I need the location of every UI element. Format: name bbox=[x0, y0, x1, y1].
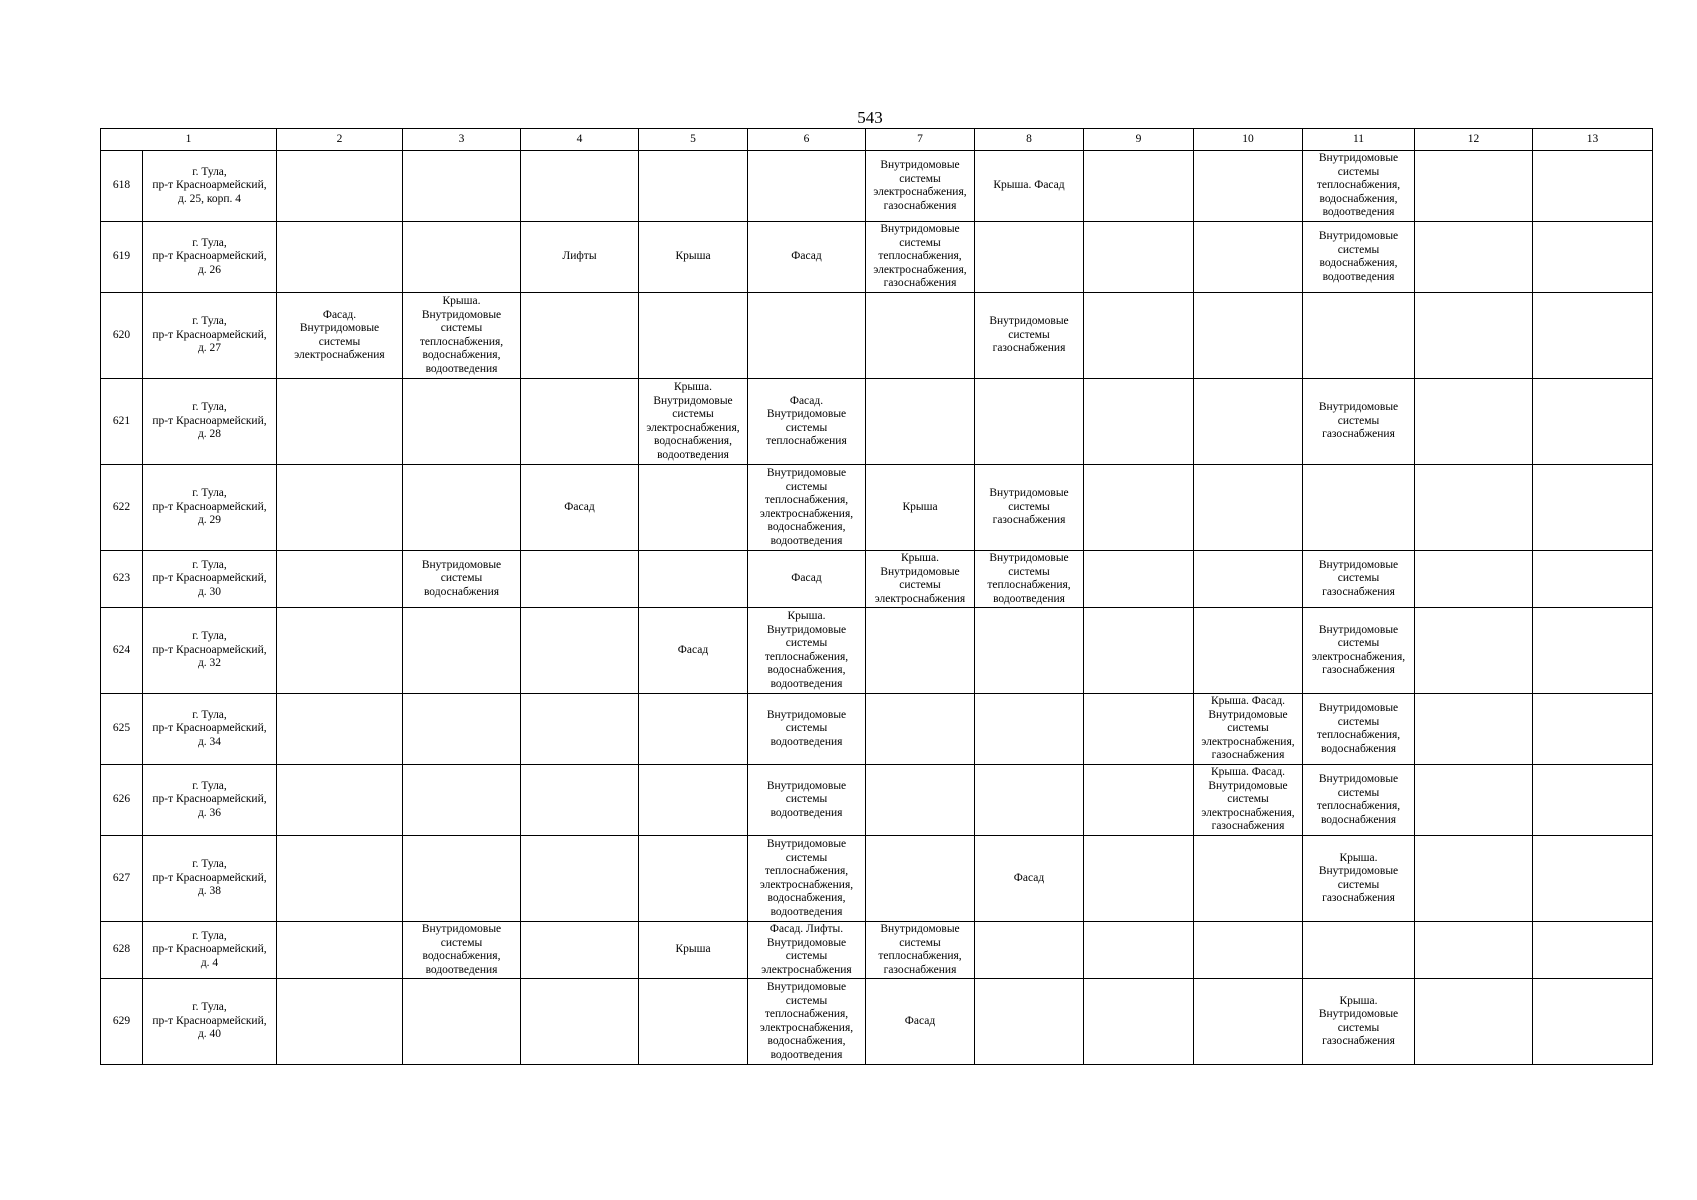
row-number: 626 bbox=[101, 765, 143, 836]
work-cell-col-13 bbox=[1533, 765, 1653, 836]
work-cell-col-8 bbox=[975, 694, 1084, 765]
work-cell-col-13 bbox=[1533, 922, 1653, 979]
work-cell-col-6: Внутридомовые системы теплоснабжения, электроснабжения, водоснабжения, водоотведения bbox=[748, 465, 866, 551]
work-cell-col-7 bbox=[866, 379, 975, 465]
work-cell-col-5 bbox=[639, 836, 748, 922]
work-cell-col-8 bbox=[975, 922, 1084, 979]
table-row bbox=[101, 379, 1653, 465]
work-cell-col-9 bbox=[1084, 551, 1194, 608]
work-cell-col-2 bbox=[277, 979, 403, 1065]
work-cell-col-12 bbox=[1415, 922, 1533, 979]
work-cell-col-2 bbox=[277, 151, 403, 222]
work-cell-col-7 bbox=[866, 836, 975, 922]
work-cell-col-8 bbox=[975, 765, 1084, 836]
work-cell-col-2 bbox=[277, 379, 403, 465]
work-cell-col-5 bbox=[639, 551, 748, 608]
work-cell-col-9 bbox=[1084, 836, 1194, 922]
work-cell-col-3 bbox=[403, 379, 521, 465]
work-cell-col-9 bbox=[1084, 694, 1194, 765]
work-cell-col-13 bbox=[1533, 979, 1653, 1065]
work-cell-col-13 bbox=[1533, 836, 1653, 922]
work-cell-col-7: Крыша bbox=[866, 465, 975, 551]
table-row bbox=[101, 608, 1653, 694]
work-cell-col-11 bbox=[1303, 293, 1415, 379]
work-cell-col-11: Внутридомовые системы теплоснабжения, водоснабжения bbox=[1303, 694, 1415, 765]
work-cell-col-9 bbox=[1084, 608, 1194, 694]
work-cell-col-9 bbox=[1084, 222, 1194, 293]
column-header-7: 7 bbox=[866, 129, 975, 151]
work-cell-col-12 bbox=[1415, 293, 1533, 379]
work-cell-col-11 bbox=[1303, 465, 1415, 551]
column-header-5: 5 bbox=[639, 129, 748, 151]
work-cell-col-9 bbox=[1084, 151, 1194, 222]
work-cell-col-6: Внутридомовые системы водоотведения bbox=[748, 765, 866, 836]
work-cell-col-13 bbox=[1533, 222, 1653, 293]
work-cell-col-8 bbox=[975, 222, 1084, 293]
work-cell-col-10 bbox=[1194, 836, 1303, 922]
work-cell-col-12 bbox=[1415, 551, 1533, 608]
work-cell-col-5: Крыша. Внутридомовые системы электроснабжения, водоснабжения, водоотведения bbox=[639, 379, 748, 465]
work-cell-col-11: Внутридомовые системы газоснабжения bbox=[1303, 551, 1415, 608]
work-cell-col-5 bbox=[639, 151, 748, 222]
address-cell: г. Тула, пр-т Красноармейский, д. 26 bbox=[143, 222, 277, 293]
row-number: 622 bbox=[101, 465, 143, 551]
header-row bbox=[101, 129, 1653, 151]
work-cell-col-11: Внутридомовые системы газоснабжения bbox=[1303, 379, 1415, 465]
work-cell-col-7: Фасад bbox=[866, 979, 975, 1065]
table-row bbox=[101, 922, 1653, 979]
work-cell-col-6: Внутридомовые системы теплоснабжения, электроснабжения, водоснабжения, водоотведения bbox=[748, 836, 866, 922]
work-cell-col-6: Фасад. Внутридомовые системы теплоснабжения bbox=[748, 379, 866, 465]
work-cell-col-5 bbox=[639, 765, 748, 836]
row-number: 625 bbox=[101, 694, 143, 765]
work-cell-col-12 bbox=[1415, 765, 1533, 836]
address-cell: г. Тула, пр-т Красноармейский, д. 29 bbox=[143, 465, 277, 551]
work-cell-col-11: Внутридомовые системы электроснабжения, газоснабжения bbox=[1303, 608, 1415, 694]
table-row bbox=[101, 151, 1653, 222]
work-cell-col-13 bbox=[1533, 694, 1653, 765]
work-cell-col-6 bbox=[748, 293, 866, 379]
address-cell: г. Тула, пр-т Красноармейский, д. 34 bbox=[143, 694, 277, 765]
work-cell-col-10 bbox=[1194, 551, 1303, 608]
work-cell-col-6 bbox=[748, 151, 866, 222]
work-cell-col-12 bbox=[1415, 465, 1533, 551]
work-cell-col-11: Внутридомовые системы водоснабжения, водоотведения bbox=[1303, 222, 1415, 293]
work-cell-col-4 bbox=[521, 379, 639, 465]
work-cell-col-9 bbox=[1084, 922, 1194, 979]
work-cell-col-9 bbox=[1084, 465, 1194, 551]
column-header-9: 9 bbox=[1084, 129, 1194, 151]
work-cell-col-12 bbox=[1415, 979, 1533, 1065]
work-cell-col-4 bbox=[521, 551, 639, 608]
work-cell-col-13 bbox=[1533, 551, 1653, 608]
table-row bbox=[101, 222, 1653, 293]
work-cell-col-11: Крыша. Внутридомовые системы газоснабжения bbox=[1303, 979, 1415, 1065]
work-cell-col-2 bbox=[277, 694, 403, 765]
work-cell-col-12 bbox=[1415, 608, 1533, 694]
repair-schedule-table bbox=[100, 128, 1653, 1065]
work-cell-col-7 bbox=[866, 765, 975, 836]
work-cell-col-6: Внутридомовые системы теплоснабжения, электроснабжения, водоснабжения, водоотведения bbox=[748, 979, 866, 1065]
address-cell: г. Тула, пр-т Красноармейский, д. 4 bbox=[143, 922, 277, 979]
table-row bbox=[101, 765, 1653, 836]
address-cell: г. Тула, пр-т Красноармейский, д. 36 bbox=[143, 765, 277, 836]
work-cell-col-10 bbox=[1194, 608, 1303, 694]
work-cell-col-10 bbox=[1194, 151, 1303, 222]
work-cell-col-12 bbox=[1415, 694, 1533, 765]
work-cell-col-10: Крыша. Фасад. Внутридомовые системы электроснабжения, газоснабжения bbox=[1194, 765, 1303, 836]
work-cell-col-7: Крыша. Внутридомовые системы электроснабжения bbox=[866, 551, 975, 608]
row-number: 627 bbox=[101, 836, 143, 922]
work-cell-col-13 bbox=[1533, 293, 1653, 379]
table-row bbox=[101, 694, 1653, 765]
work-cell-col-3 bbox=[403, 608, 521, 694]
column-header-1: 1 bbox=[101, 129, 277, 151]
work-cell-col-4 bbox=[521, 608, 639, 694]
table-body bbox=[101, 151, 1653, 1065]
work-cell-col-13 bbox=[1533, 608, 1653, 694]
work-cell-col-10 bbox=[1194, 222, 1303, 293]
row-number: 629 bbox=[101, 979, 143, 1065]
column-header-3: 3 bbox=[403, 129, 521, 151]
table-row bbox=[101, 551, 1653, 608]
work-cell-col-9 bbox=[1084, 379, 1194, 465]
row-number: 618 bbox=[101, 151, 143, 222]
work-cell-col-3 bbox=[403, 222, 521, 293]
work-cell-col-2 bbox=[277, 765, 403, 836]
work-cell-col-3: Крыша. Внутридомовые системы теплоснабжения, водоснабжения, водоотведения bbox=[403, 293, 521, 379]
table-row bbox=[101, 979, 1653, 1065]
column-header-12: 12 bbox=[1415, 129, 1533, 151]
work-cell-col-4 bbox=[521, 836, 639, 922]
work-cell-col-7 bbox=[866, 608, 975, 694]
work-cell-col-8 bbox=[975, 608, 1084, 694]
work-cell-col-4 bbox=[521, 765, 639, 836]
address-cell: г. Тула, пр-т Красноармейский, д. 40 bbox=[143, 979, 277, 1065]
column-header-13: 13 bbox=[1533, 129, 1653, 151]
work-cell-col-7: Внутридомовые системы теплоснабжения, электроснабжения, газоснабжения bbox=[866, 222, 975, 293]
work-cell-col-8: Внутридомовые системы газоснабжения bbox=[975, 465, 1084, 551]
work-cell-col-11: Внутридомовые системы теплоснабжения, водоснабжения bbox=[1303, 765, 1415, 836]
row-number: 624 bbox=[101, 608, 143, 694]
row-number: 623 bbox=[101, 551, 143, 608]
work-cell-col-3 bbox=[403, 836, 521, 922]
work-cell-col-5 bbox=[639, 293, 748, 379]
address-cell: г. Тула, пр-т Красноармейский, д. 27 bbox=[143, 293, 277, 379]
work-cell-col-3 bbox=[403, 979, 521, 1065]
work-cell-col-6: Крыша. Внутридомовые системы теплоснабжения, водоснабжения, водоотведения bbox=[748, 608, 866, 694]
work-cell-col-10 bbox=[1194, 979, 1303, 1065]
work-cell-col-6: Фасад bbox=[748, 222, 866, 293]
work-cell-col-4: Фасад bbox=[521, 465, 639, 551]
work-cell-col-9 bbox=[1084, 765, 1194, 836]
row-number: 621 bbox=[101, 379, 143, 465]
column-header-8: 8 bbox=[975, 129, 1084, 151]
work-cell-col-3 bbox=[403, 151, 521, 222]
work-cell-col-12 bbox=[1415, 151, 1533, 222]
work-cell-col-4 bbox=[521, 922, 639, 979]
work-cell-col-11: Внутридомовые системы теплоснабжения, водоснабжения, водоотведения bbox=[1303, 151, 1415, 222]
work-cell-col-6: Фасад bbox=[748, 551, 866, 608]
work-cell-col-10 bbox=[1194, 379, 1303, 465]
work-cell-col-6: Фасад. Лифты. Внутридомовые системы электроснабжения bbox=[748, 922, 866, 979]
work-cell-col-12 bbox=[1415, 222, 1533, 293]
work-cell-col-2 bbox=[277, 222, 403, 293]
table-header bbox=[101, 129, 1653, 151]
row-number: 619 bbox=[101, 222, 143, 293]
work-cell-col-8: Крыша. Фасад bbox=[975, 151, 1084, 222]
work-cell-col-5 bbox=[639, 694, 748, 765]
row-number: 628 bbox=[101, 922, 143, 979]
table-row bbox=[101, 465, 1653, 551]
work-cell-col-10: Крыша. Фасад. Внутридомовые системы электроснабжения, газоснабжения bbox=[1194, 694, 1303, 765]
work-cell-col-8: Фасад bbox=[975, 836, 1084, 922]
address-cell: г. Тула, пр-т Красноармейский, д. 38 bbox=[143, 836, 277, 922]
work-cell-col-4 bbox=[521, 293, 639, 379]
work-cell-col-9 bbox=[1084, 293, 1194, 379]
work-cell-col-3 bbox=[403, 465, 521, 551]
table-row bbox=[101, 293, 1653, 379]
work-cell-col-8 bbox=[975, 979, 1084, 1065]
table-row bbox=[101, 836, 1653, 922]
address-cell: г. Тула, пр-т Красноармейский, д. 32 bbox=[143, 608, 277, 694]
work-cell-col-13 bbox=[1533, 465, 1653, 551]
work-cell-col-10 bbox=[1194, 465, 1303, 551]
work-cell-col-5 bbox=[639, 979, 748, 1065]
work-cell-col-3: Внутридомовые системы водоснабжения, водоотведения bbox=[403, 922, 521, 979]
work-cell-col-5: Крыша bbox=[639, 222, 748, 293]
row-number: 620 bbox=[101, 293, 143, 379]
work-cell-col-5: Фасад bbox=[639, 608, 748, 694]
work-cell-col-2: Фасад. Внутридомовые системы электроснабжения bbox=[277, 293, 403, 379]
column-header-2: 2 bbox=[277, 129, 403, 151]
work-cell-col-7 bbox=[866, 694, 975, 765]
work-cell-col-7: Внутридомовые системы теплоснабжения, газоснабжения bbox=[866, 922, 975, 979]
work-cell-col-5: Крыша bbox=[639, 922, 748, 979]
work-cell-col-3: Внутридомовые системы водоснабжения bbox=[403, 551, 521, 608]
work-cell-col-2 bbox=[277, 465, 403, 551]
work-cell-col-9 bbox=[1084, 979, 1194, 1065]
work-cell-col-2 bbox=[277, 836, 403, 922]
work-cell-col-4 bbox=[521, 979, 639, 1065]
column-header-10: 10 bbox=[1194, 129, 1303, 151]
address-cell: г. Тула, пр-т Красноармейский, д. 28 bbox=[143, 379, 277, 465]
work-cell-col-4 bbox=[521, 694, 639, 765]
work-cell-col-2 bbox=[277, 608, 403, 694]
work-cell-col-3 bbox=[403, 694, 521, 765]
column-header-6: 6 bbox=[748, 129, 866, 151]
work-cell-col-4 bbox=[521, 151, 639, 222]
work-cell-col-8: Внутридомовые системы теплоснабжения, водоотведения bbox=[975, 551, 1084, 608]
work-cell-col-13 bbox=[1533, 151, 1653, 222]
work-cell-col-6: Внутридомовые системы водоотведения bbox=[748, 694, 866, 765]
work-cell-col-10 bbox=[1194, 922, 1303, 979]
work-cell-col-13 bbox=[1533, 379, 1653, 465]
address-cell: г. Тула, пр-т Красноармейский, д. 30 bbox=[143, 551, 277, 608]
work-cell-col-4: Лифты bbox=[521, 222, 639, 293]
work-cell-col-7 bbox=[866, 293, 975, 379]
work-cell-col-7: Внутридомовые системы электроснабжения, газоснабжения bbox=[866, 151, 975, 222]
work-cell-col-2 bbox=[277, 922, 403, 979]
address-cell: г. Тула, пр-т Красноармейский, д. 25, корп. 4 bbox=[143, 151, 277, 222]
work-cell-col-8 bbox=[975, 379, 1084, 465]
work-cell-col-12 bbox=[1415, 379, 1533, 465]
column-header-4: 4 bbox=[521, 129, 639, 151]
column-header-11: 11 bbox=[1303, 129, 1415, 151]
work-cell-col-11: Крыша. Внутридомовые системы газоснабжения bbox=[1303, 836, 1415, 922]
work-cell-col-10 bbox=[1194, 293, 1303, 379]
work-cell-col-11 bbox=[1303, 922, 1415, 979]
work-cell-col-8: Внутридомовые системы газоснабжения bbox=[975, 293, 1084, 379]
work-cell-col-12 bbox=[1415, 836, 1533, 922]
work-cell-col-2 bbox=[277, 551, 403, 608]
work-cell-col-5 bbox=[639, 465, 748, 551]
page-number: 543 bbox=[857, 108, 883, 127]
work-cell-col-3 bbox=[403, 765, 521, 836]
